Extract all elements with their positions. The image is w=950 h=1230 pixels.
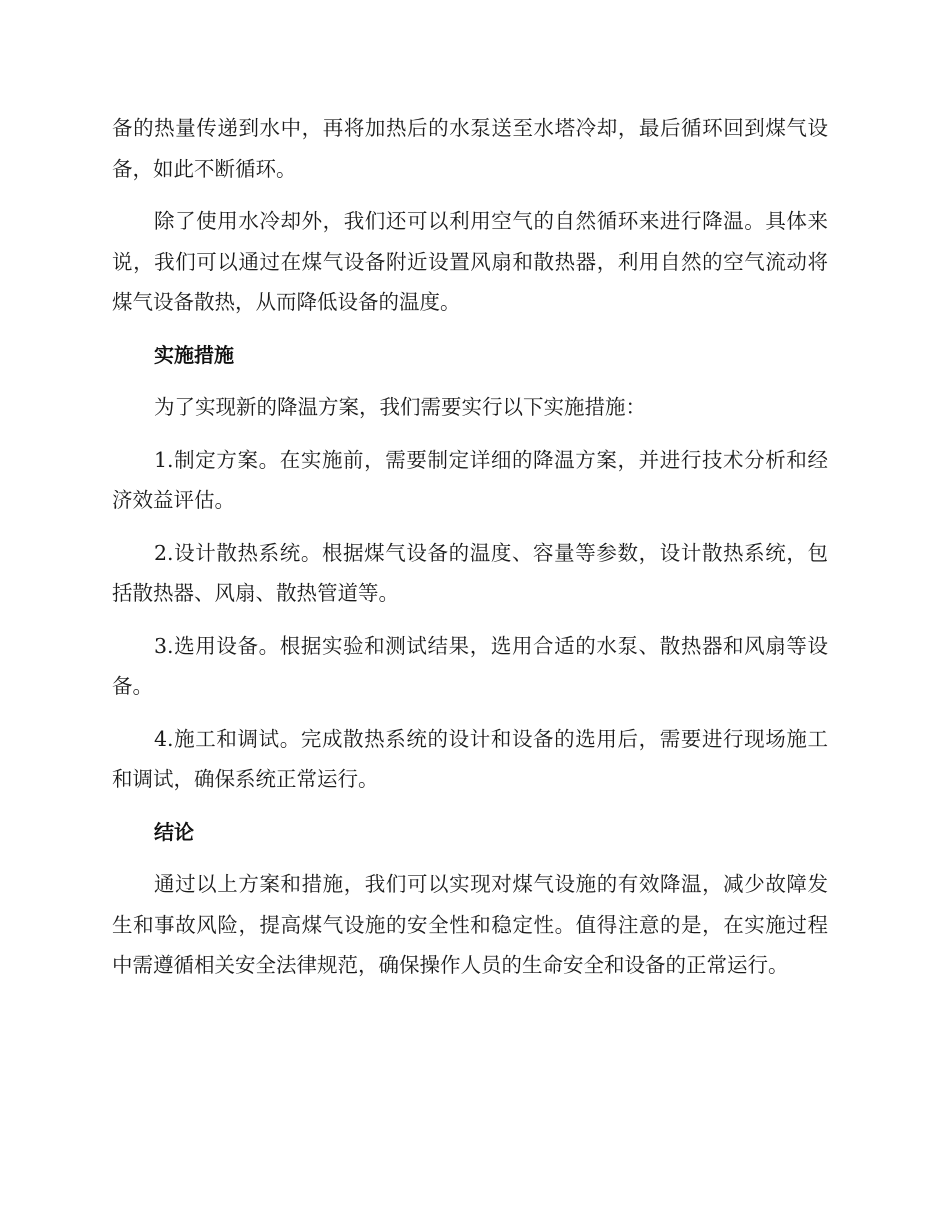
paragraph-measures-intro: 为了实现新的降温方案，我们需要实行以下实施措施： <box>154 395 646 419</box>
heading-conclusion: 结论 <box>154 819 194 844</box>
paragraph-air-cooling: 除了使用水冷却外，我们还可以利用空气的自然循环来进行降温。具体来说，我们可以通过在煤气设备附近设置风扇和散热器，利用自然的空气流动将煤气设备散热，从而降低设备的温度。 <box>112 209 828 314</box>
heading-implementation-measures: 实施措施 <box>154 342 234 367</box>
list-item-measure-2: 2.设计散热系统。根据煤气设备的温度、容量等参数，设计散热系统，包括散热器、风扇、散热管道等。 <box>112 540 828 605</box>
paragraph-conclusion: 通过以上方案和措施，我们可以实现对煤气设施的有效降温，减少故障发生和事故风险，提高煤气设施的安全性和稳定性。值得注意的是，在实施过程中需遵循相关安全法律规范，确保操作人员的生命安全和设备的正常运行。 <box>112 872 828 977</box>
list-item-measure-3: 3.选用设备。根据实验和测试结果，选用合适的水泵、散热器和风扇等设备。 <box>112 633 828 698</box>
document-body <box>112 108 828 998</box>
list-item-measure-1: 1.制定方案。在实施前，需要制定详细的降温方案，并进行技术分析和经济效益评估。 <box>112 447 828 512</box>
list-item-measure-4: 4.施工和调试。完成散热系统的设计和设备的选用后，需要进行现场施工和调试，确保系统正常运行。 <box>112 726 828 791</box>
paragraph-continued: 备的热量传递到水中，再将加热后的水泵送至水塔冷却，最后循环回到煤气设备，如此不断循环。 <box>112 116 828 181</box>
